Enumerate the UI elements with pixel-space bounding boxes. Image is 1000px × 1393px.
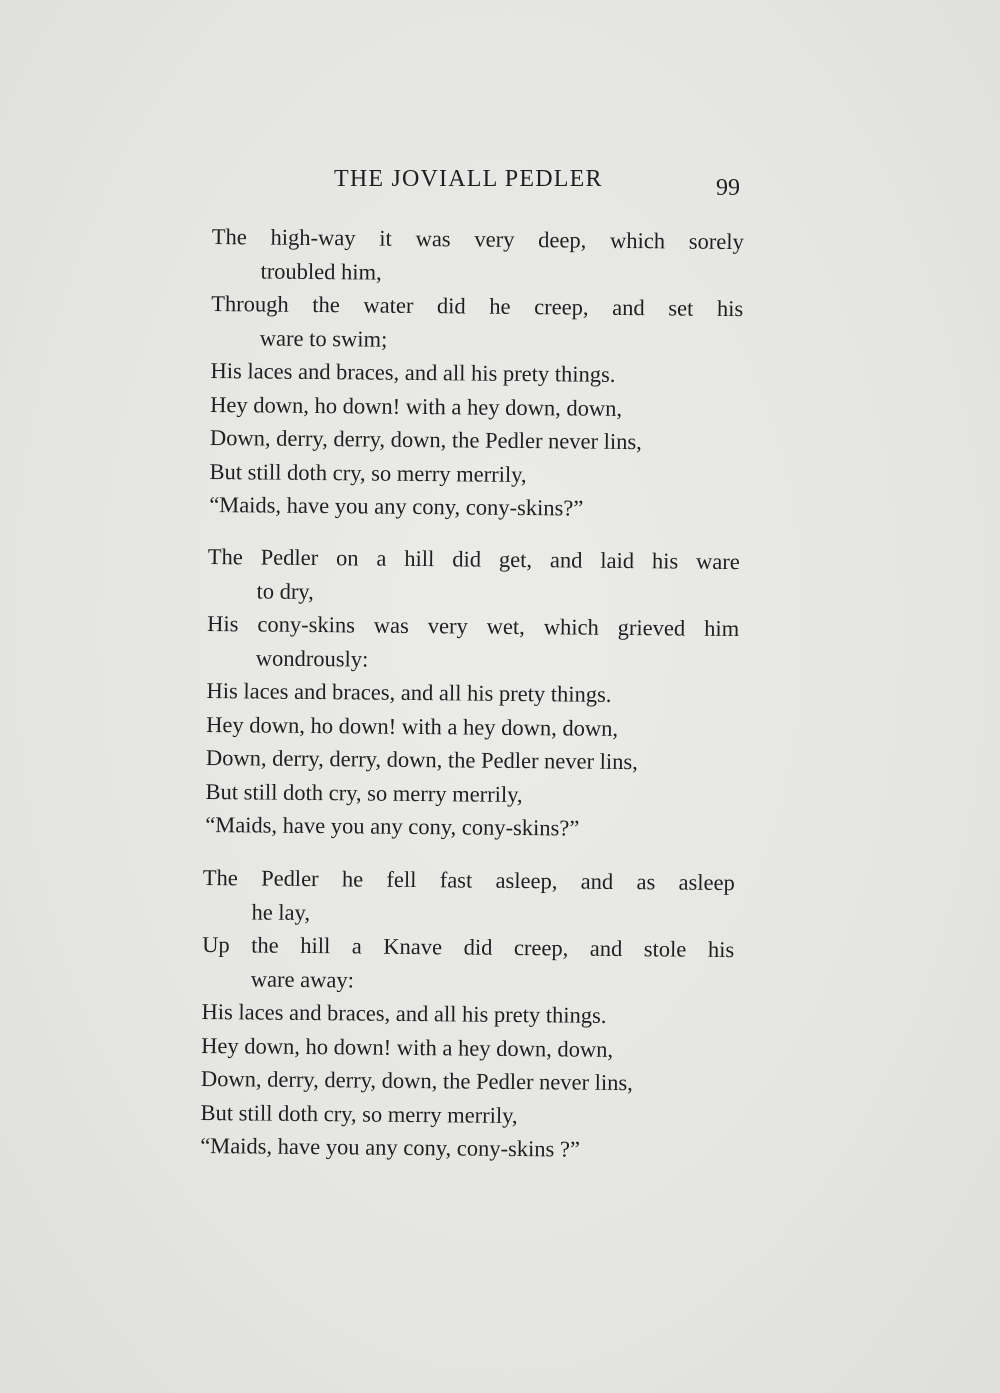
verse-line: But still doth cry, so merry merrily,: [209, 458, 527, 487]
verse-line: Up the hill a Knave did creep, and stole his: [202, 931, 735, 963]
stanza-3: [200, 861, 735, 1168]
verse-line: His cony-skins was very wet, which grieved him: [207, 610, 740, 642]
verse-line: But still doth cry, so merry merrily,: [205, 778, 523, 807]
verse-line: Down, derry, derry, down, the Pedler never lins,: [205, 744, 638, 775]
verse-line: “Maids, have you any cony, cony-skins?”: [205, 811, 580, 841]
page-number: 99: [716, 175, 740, 201]
verse-line: Hey down, ho down! with a hey down, down,: [206, 711, 619, 741]
verse-line-continuation: to dry,: [256, 577, 314, 604]
verse-line-continuation: ware away:: [250, 965, 355, 992]
verse-line: His laces and braces, and all his prety things.: [201, 998, 607, 1028]
running-title: THE JOVIALL PEDLER: [334, 166, 603, 192]
verse-line: “Maids, have you any cony, cony-skins ?”: [200, 1132, 581, 1162]
verse-line: Down, derry, derry, down, the Pedler never lins,: [209, 424, 642, 455]
verse-line: Through the water did he creep, and set his: [211, 290, 744, 322]
verse-line-continuation: troubled him,: [260, 257, 382, 285]
verse-line: But still doth cry, so merry merrily,: [200, 1099, 518, 1128]
stanza-1: [209, 220, 744, 527]
verse-line: The Pedler on a hill did get, and laid his ware: [207, 543, 740, 575]
verse-line: Hey down, ho down! with a hey down, down,: [210, 391, 623, 421]
verse-line: “Maids, have you any cony, cony-skins?”: [209, 491, 584, 521]
verse-line: The Pedler he fell fast asleep, and as asleep: [202, 864, 735, 896]
verse-line-continuation: he lay,: [251, 898, 311, 925]
stanza-2: [205, 540, 740, 847]
verse-line: His laces and braces, and all his prety things.: [206, 677, 612, 707]
verse-line-continuation: ware to swim;: [259, 324, 388, 352]
verse-line: Hey down, ho down! with a hey down, down,: [201, 1032, 614, 1062]
verse-line-continuation: wondrously:: [255, 644, 369, 672]
page-header: [334, 166, 744, 200]
verse-line: The high-way it was very deep, which sorely: [211, 223, 744, 255]
verse-line: His laces and braces, and all his prety things.: [210, 357, 616, 387]
verse-line: Down, derry, derry, down, the Pedler never lins,: [200, 1065, 633, 1096]
